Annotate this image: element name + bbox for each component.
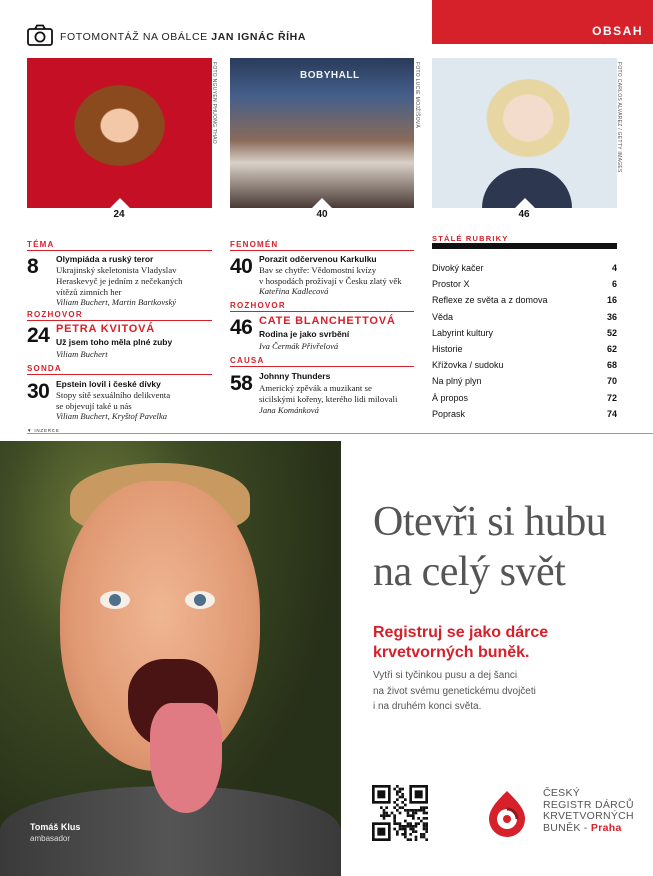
- rubrika-page: 68: [606, 360, 617, 371]
- entry-body-line: Bav se chytře: Vědomostní kvízy: [259, 265, 377, 275]
- ambassador-role: ambasador: [30, 834, 71, 843]
- rubrika-row[interactable]: [432, 328, 617, 340]
- rubrika-name: Historie: [432, 344, 463, 354]
- camera-icon: [27, 24, 53, 46]
- ad-body-line: Vytři si tyčinkou pusu a dej šanci: [373, 670, 518, 681]
- ad-headline-line: na celý svět: [373, 549, 566, 595]
- rubrika-row[interactable]: [432, 409, 617, 421]
- rubrika-name: Divoký kačer: [432, 263, 484, 273]
- ad-label: ▼ INZERCE: [27, 428, 63, 433]
- rubrika-page: 70: [606, 376, 617, 387]
- section-label: OBSAH: [592, 24, 643, 38]
- entry-page-number[interactable]: 24: [27, 324, 50, 347]
- entry-body-line: se objevují také u nás: [56, 401, 132, 411]
- ad-label-text: INZERCE: [34, 428, 60, 433]
- entry-body: [259, 383, 397, 405]
- logo-line: KRVETVORNÝCH: [543, 810, 634, 822]
- section-label: SONDA: [27, 364, 212, 375]
- ad-photo-tongue: [150, 703, 222, 813]
- photo-notch: [311, 198, 333, 209]
- photo-page-number: 24: [113, 209, 125, 220]
- ad-subheadline-line: Registruj se jako dárce: [373, 624, 549, 641]
- entry-title[interactable]: Olympiáda a ruský teror: [56, 254, 154, 264]
- ad-headline: [373, 497, 606, 597]
- rubrika-name: À propos: [432, 392, 469, 403]
- ad-photo-eye: [185, 591, 215, 609]
- registry-logo-text: [543, 788, 634, 834]
- entry-body-line: Ukrajinský skeletonista Vladyslav: [56, 265, 177, 275]
- qr-code-icon[interactable]: [372, 785, 428, 841]
- rubrika-row[interactable]: [432, 295, 617, 307]
- entry-title[interactable]: Johnny Thunders: [259, 371, 331, 381]
- ad-subheadline: [373, 623, 548, 663]
- section-label: ROZHOVOR: [230, 301, 414, 312]
- ad-divider: [27, 433, 653, 434]
- rubrika-name: Reflexe ze světa a z domova: [432, 295, 548, 306]
- photo-page-number: 40: [316, 209, 328, 220]
- section-label: FENOMÉN: [230, 240, 414, 251]
- entry-subtitle: Už jsem toho měla plné zuby: [56, 337, 173, 347]
- cover-credit: [60, 31, 306, 43]
- ad-photo-ambassador: [0, 441, 341, 872]
- rubrika-row[interactable]: [432, 279, 617, 291]
- entry-body: [56, 265, 183, 298]
- cover-credit-prefix: FOTOMONTÁŽ NA OBÁLCE: [60, 31, 208, 43]
- ad-body: [373, 668, 536, 715]
- ambassador-name: Tomáš Klus: [30, 822, 81, 832]
- rubrika-page: 16: [606, 295, 617, 306]
- photo-credit: FOTO CARLOS ALVAREZ / GETTY IMAGES: [616, 62, 622, 173]
- rubriky-divider: [432, 243, 617, 249]
- rubrika-page: 62: [606, 344, 617, 354]
- section-label: CAUSA: [230, 356, 414, 367]
- entry-page-number[interactable]: 8: [27, 255, 39, 278]
- ad-body-line: i na druhém konci světa.: [373, 701, 482, 712]
- entry-author: Iva Čermák Přivřelová: [259, 341, 339, 351]
- entry-body-line: Americký zpěvák a muzikant se: [259, 383, 372, 393]
- entry-page-number[interactable]: 40: [230, 255, 253, 278]
- entry-subtitle: Rodina je jako svrbění: [259, 329, 350, 339]
- entry-page-number[interactable]: 46: [230, 316, 253, 339]
- logo-line: BUNĚK - Praha: [543, 821, 622, 834]
- registry-logo-icon: [481, 787, 533, 839]
- section-label: TÉMA: [27, 240, 212, 251]
- ad-subheadline-line: krvetvorných buněk.: [373, 644, 530, 661]
- rubrika-name: Křížovka / sudoku: [432, 360, 504, 371]
- photo-notch: [514, 198, 536, 209]
- entry-body-line: Stopy sítě sexuálního delikventa: [56, 390, 171, 400]
- venue-sign: BOBYHALL: [300, 70, 360, 81]
- entry-body: [56, 390, 170, 412]
- photo-page-number: 46: [518, 209, 530, 220]
- entry-page-number[interactable]: 58: [230, 372, 253, 395]
- logo-line: ČESKÝ: [543, 787, 581, 799]
- ad-headline-line: Otevři si hubu: [373, 499, 607, 545]
- rubrika-page: 52: [606, 327, 617, 338]
- rubrika-name: Poprask: [432, 408, 466, 419]
- entry-title[interactable]: Epstein lovil i české dívky: [56, 379, 161, 389]
- rubrika-page: 36: [606, 311, 617, 322]
- entry-body-line: v hospodách prožívají v Česku zlatý věk: [259, 276, 402, 286]
- entry-author: Viliam Buchert, Martin Bartkovský: [56, 297, 177, 307]
- rubrika-name: Prostor X: [432, 279, 470, 290]
- rubriky-heading: STÁLÉ RUBRIKY: [432, 234, 509, 243]
- photo-cate-blanchett[interactable]: [432, 58, 622, 208]
- ad-photo-eye: [100, 591, 130, 609]
- entry-author: Kateřina Kadlecová: [259, 286, 329, 296]
- logo-line: REGISTR DÁRCŮ: [543, 798, 634, 811]
- entry-title[interactable]: CATE BLANCHETTOVÁ: [259, 315, 396, 327]
- entry-body: [259, 265, 402, 287]
- rubrika-row[interactable]: [432, 263, 617, 275]
- rubrika-row[interactable]: [432, 360, 617, 372]
- entry-title[interactable]: PETRA KVITOVÁ: [56, 323, 156, 335]
- logo-word: BUNĚK: [543, 821, 581, 834]
- rubrika-row[interactable]: [432, 393, 617, 405]
- entry-author: Viliam Buchert, Kryštof Pavelka: [56, 411, 168, 421]
- section-label: ROZHOVOR: [27, 310, 212, 321]
- rubrika-name: Labyrint kultury: [432, 327, 494, 338]
- rubrika-name: Věda: [432, 311, 454, 322]
- rubrika-page: 4: [611, 263, 617, 273]
- rubrika-page: 6: [611, 279, 617, 290]
- rubrika-row[interactable]: [432, 376, 617, 388]
- entry-author: Viliam Buchert: [56, 349, 108, 359]
- entry-author: Jana Kománková: [259, 405, 319, 415]
- entry-body-line: vítězů zimních her: [56, 287, 122, 297]
- cover-credit-author: JAN IGNÁC ŘÍHA: [211, 31, 307, 43]
- photo-petra-kvitova[interactable]: [27, 58, 217, 208]
- rubrika-row[interactable]: [432, 344, 617, 356]
- entry-body-line: sicilskými kořeny, kterého lidi milovali: [259, 394, 398, 404]
- photo-pub-quiz[interactable]: [230, 58, 420, 208]
- photo-notch: [109, 198, 131, 209]
- entry-body-line: Heraskevyč je jedním z nečekaných: [56, 276, 183, 286]
- rubrika-name: Na plný plyn: [432, 376, 482, 387]
- entry-title[interactable]: Porazit odčervenou Karkulku: [259, 254, 377, 264]
- photo-credit: FOTO NGUYEN PHUONG THAO: [211, 62, 217, 144]
- entry-page-number[interactable]: 30: [27, 380, 50, 403]
- ad-body-line: na život svému genetickému dvojčeti: [373, 685, 536, 697]
- rubrika-page: 72: [606, 392, 617, 403]
- logo-city: Praha: [590, 821, 622, 834]
- photo-credit: FOTO LUCIE MOJŽÍŠOVÁ: [414, 62, 420, 129]
- rubrika-page: 74: [606, 408, 617, 419]
- rubrika-row[interactable]: [432, 312, 617, 324]
- section-bar: [432, 0, 653, 44]
